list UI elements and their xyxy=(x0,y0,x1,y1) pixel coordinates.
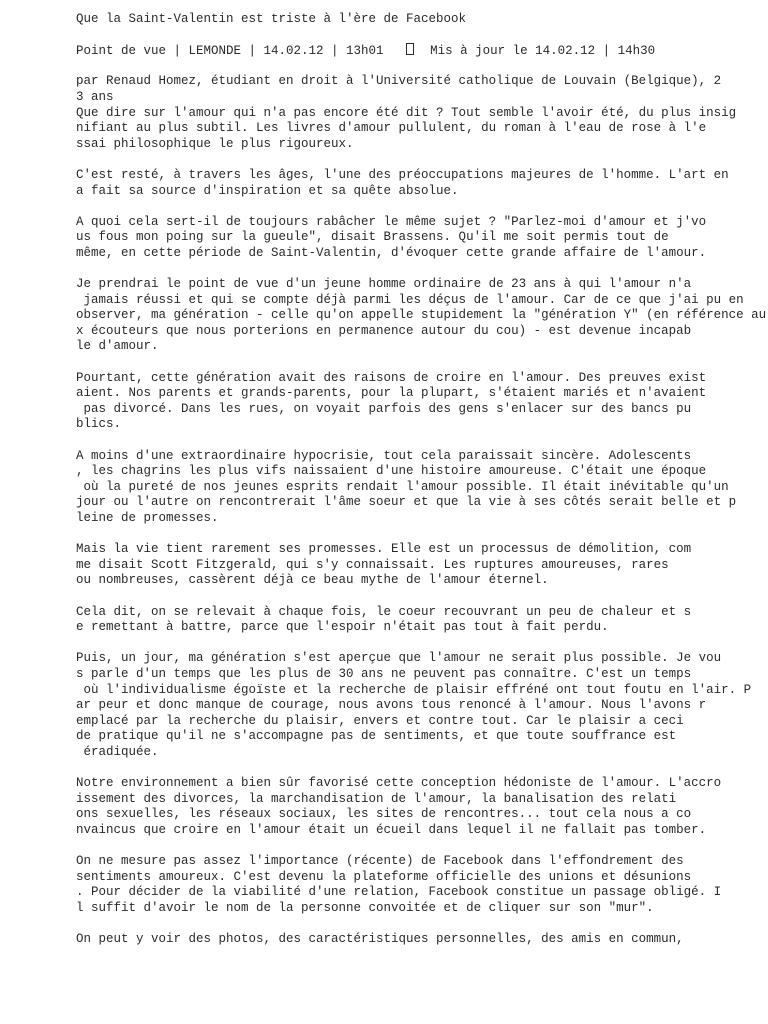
paragraph-line: aient. Nos parents et grands-parents, pour la plupart, s'étaient mariés et n'avaient xyxy=(76,386,707,401)
article-body xyxy=(76,12,766,948)
paragraph-line: l suffit d'avoir le nom de la personne convoitée et de cliquer sur son "mur". xyxy=(76,900,654,915)
paragraph-line: a fait sa source d'inspiration et sa quête absolue. xyxy=(76,183,459,198)
paragraph xyxy=(76,74,766,152)
spacer xyxy=(76,433,766,449)
spacer xyxy=(76,838,766,854)
paragraph-line: où la pureté de nos jeunes esprits rendait l'amour possible. Il était inévitable qu'un xyxy=(76,479,729,494)
paragraph xyxy=(76,776,766,838)
paragraph xyxy=(76,449,766,527)
paragraph-line: ssai philosophique le plus rigoureux. xyxy=(76,136,354,151)
paragraph xyxy=(76,605,766,636)
paragraph-line: nvaincus que croire en l'amour était un écueil dans lequel il ne fallait pas tomber. xyxy=(76,822,707,837)
paragraph-line: On peut y voir des photos, des caractéristiques personnelles, des amis en commun, xyxy=(76,932,684,947)
spacer xyxy=(76,152,766,168)
paragraph-line: ou nombreuses, cassèrent déjà ce beau mythe de l'amour éternel. xyxy=(76,573,549,588)
paragraph-line: issement des divorces, la marchandisation de l'amour, la banalisation des relati xyxy=(76,791,677,806)
paragraph-line: éradiquée. xyxy=(76,744,159,759)
paragraph xyxy=(76,215,766,262)
paragraph-line: blics. xyxy=(76,417,122,432)
paragraph-line: où l'individualisme égoïste et la recherche de plaisir effréné ont tout foutu en l'air. P xyxy=(76,682,752,697)
paragraph-line: le d'amour. xyxy=(76,339,159,354)
paragraph-line: e remettant à battre, parce que l'espoir n'était pas tout à fait perdu. xyxy=(76,620,609,635)
paragraph-line: Puis, un jour, ma génération s'est aperçue que l'amour ne serait plus possible. Je vou xyxy=(76,651,722,666)
spacer xyxy=(76,59,766,75)
paragraph-line: jamais réussi et qui se compte déjà parmi les déçus de l'amour. Car de ce que j'ai pu en xyxy=(76,292,744,307)
paragraph xyxy=(76,371,766,433)
paragraph-line: Notre environnement a bien sûr favorisé cette conception hédoniste de l'amour. L'accro xyxy=(76,776,722,791)
paragraph-line: sentiments amoureux. C'est devenu la plateforme officielle des unions et désunions xyxy=(76,869,692,884)
spacer xyxy=(76,527,766,543)
paragraph-line: de pratique qu'il ne s'accompagne pas de sentiments, et que toute souffrance est xyxy=(76,729,677,744)
article-meta xyxy=(76,43,766,59)
spacer xyxy=(76,589,766,605)
paragraph-line: même, en cette période de Saint-Valentin, d'évoquer cette grande affaire de l'amour. xyxy=(76,245,707,260)
paragraph-line: 3 ans xyxy=(76,89,114,104)
spacer xyxy=(76,916,766,932)
paragraph-line: us fous mon poing sur la gueule", disait Brassens. Qu'il me soit permis tout de xyxy=(76,230,669,245)
paragraph-line: A moins d'une extraordinaire hypocrisie, tout cela paraissait sincère. Adolescents xyxy=(76,448,692,463)
paragraph-line: nifiant au plus subtil. Les livres d'amour pullulent, du roman à l'eau de rose à l'e xyxy=(76,121,707,136)
spacer xyxy=(76,355,766,371)
paragraph xyxy=(76,168,766,199)
spacer xyxy=(76,199,766,215)
spacer xyxy=(76,761,766,777)
paragraph xyxy=(76,651,766,760)
paragraphs xyxy=(76,74,766,947)
paragraph xyxy=(76,854,766,916)
paragraph-line: Cela dit, on se relevait à chaque fois, le coeur recouvrant un peu de chaleur et s xyxy=(76,604,692,619)
spacer xyxy=(76,262,766,278)
paragraph-line: ons sexuelles, les réseaux sociaux, les sites de rencontres... tout cela nous a co xyxy=(76,807,692,822)
paragraph-line: pas divorcé. Dans les rues, on voyait parfois des gens s'enlacer sur des bancs pu xyxy=(76,401,692,416)
paragraph-line: leine de promesses. xyxy=(76,511,219,525)
paragraph-line: ar peur et donc manque de courage, nous avons tous renoncé à l'amour. Nous l'avons r xyxy=(76,698,707,713)
meta-source-date: Point de vue | LEMONDE | 14.02.12 | 13h01 xyxy=(76,44,407,59)
paragraph-line: s parle d'un temps que les plus de 30 ans ne peuvent pas connaître. C'est un temps xyxy=(76,666,692,681)
paragraph-line: Pourtant, cette génération avait des raisons de croire en l'amour. Des preuves exist xyxy=(76,370,707,385)
paragraph xyxy=(76,277,766,355)
paragraph xyxy=(76,542,766,589)
paragraph-line: Mais la vie tient rarement ses promesses. Elle est un processus de démolition, com xyxy=(76,542,692,557)
paragraph-line: On ne mesure pas assez l'importance (récente) de Facebook dans l'effondrement des xyxy=(76,854,684,869)
paragraph-line: x écouteurs que nous porterions en permanence autour du cou) - est devenue incapab xyxy=(76,323,692,338)
paragraph-line: me disait Scott Fitzgerald, qui s'y connaissait. Les ruptures amoureuses, rares xyxy=(76,557,669,572)
paragraph-line: C'est resté, à travers les âges, l'une des préoccupations majeures de l'homme. L'art en xyxy=(76,167,729,182)
paragraph-line: par Renaud Homez, étudiant en droit à l'Université catholique de Louvain (Belgique), 2 xyxy=(76,74,722,89)
spacer xyxy=(76,28,766,44)
paragraph-line: Que dire sur l'amour qui n'a pas encore été dit ? Tout semble l'avoir été, du plus insig xyxy=(76,105,737,120)
paragraph xyxy=(76,932,766,948)
paragraph-line: , les chagrins les plus vifs naissaient d'une histoire amoureuse. C'était une époque xyxy=(76,464,707,479)
paragraph-line: A quoi cela sert-il de toujours rabâcher le même sujet ? "Parlez-moi d'amour et j'vo xyxy=(76,214,707,229)
article-title: Que la Saint-Valentin est triste à l'ère de Facebook xyxy=(76,12,467,26)
paragraph-line: Je prendrai le point de vue d'un jeune homme ordinaire de 23 ans à qui l'amour n'a xyxy=(76,277,692,292)
paragraph-line: emplacé par la recherche du plaisir, envers et contre tout. Car le plaisir a ceci xyxy=(76,713,684,728)
paragraph-line: jour ou l'autre on rencontrerait l'âme soeur et que la vie à ses côtés serait belle et p xyxy=(76,495,737,510)
missing-glyph-icon xyxy=(406,43,414,55)
paragraph-line: . Pour décider de la viabilité d'une relation, Facebook constitue un passage obligé. I xyxy=(76,885,722,900)
meta-updated: Mis à jour le 14.02.12 | 14h30 xyxy=(415,44,656,59)
spacer xyxy=(76,636,766,652)
paragraph-line: observer, ma génération - celle qu'on appelle stupidement la "génération Y" (en référence au xyxy=(76,308,767,323)
